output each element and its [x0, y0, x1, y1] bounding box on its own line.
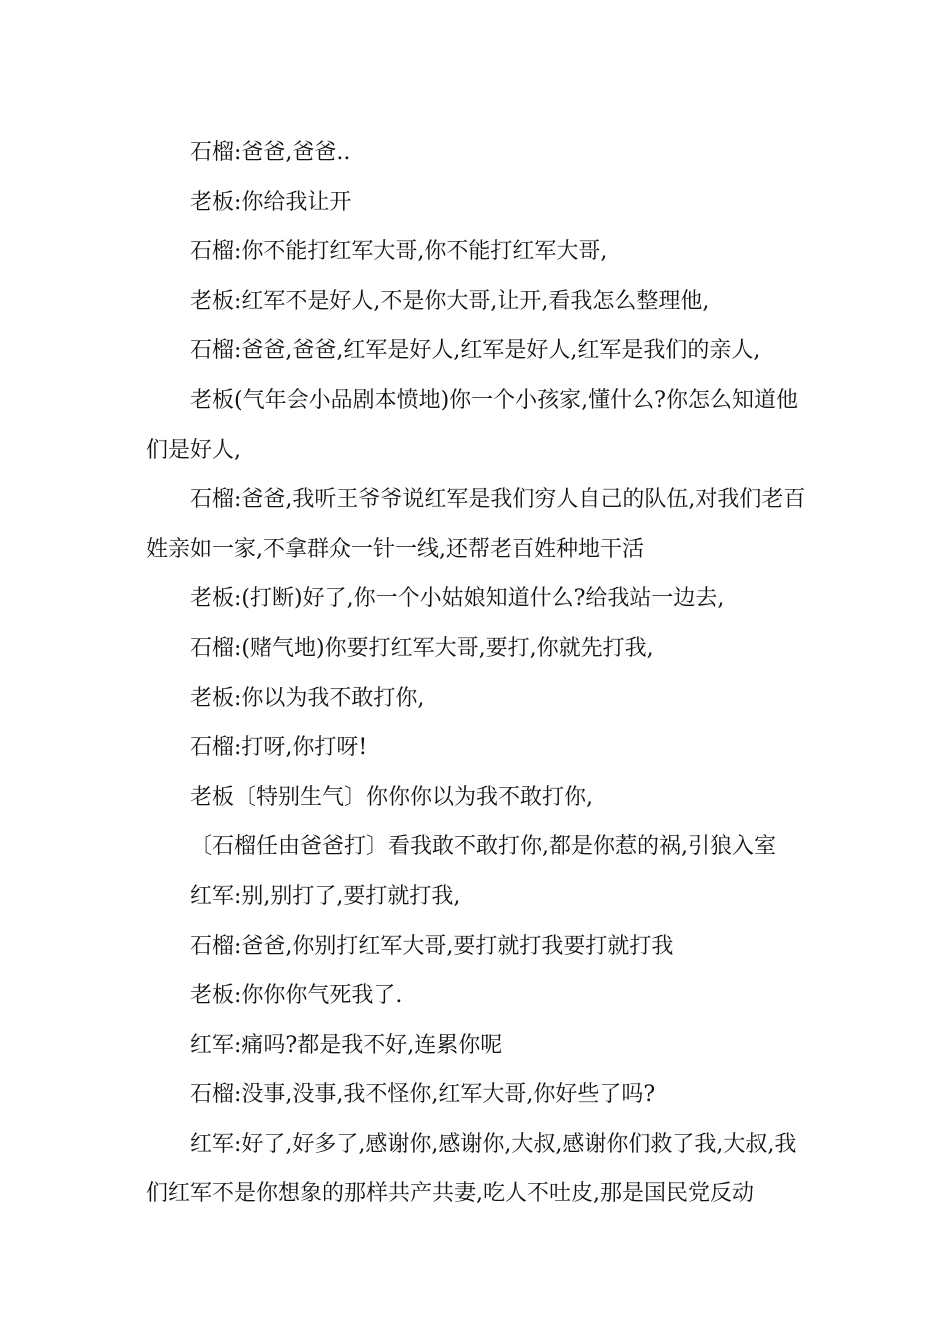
dialogue-line: 石榴:打呀,你打呀! [190, 735, 368, 761]
dialogue-line: 老板(气年会小品剧本愤地)你一个小孩家,懂什么?你怎么知道他们是好人, [146, 387, 798, 463]
dialogue-line: 老板:(打断)好了,你一个小姑娘知道什么?给我站一边去, [190, 586, 725, 612]
dialogue-line: 石榴:你不能打红军大哥,你不能打红军大哥, [190, 239, 608, 265]
dialogue-line: 老板:你你你气死我了. [190, 983, 403, 1009]
dialogue-line: 石榴:(赌气地)你要打红军大哥,要打,你就先打我, [190, 635, 654, 661]
dialogue-line: 红军:别,别打了,要打就打我, [190, 883, 461, 909]
dialogue-line: 石榴:爸爸,我听王爷爷说红军是我们穷人自己的队伍,对我们老百姓亲如一家,不拿群众一针一线,还帮老百姓种地干活 [146, 487, 806, 562]
dialogue-line: 石榴:没事,没事,我不怪你,红军大哥,你好些了吗? [190, 1082, 656, 1108]
script-text-body [146, 128, 816, 1219]
dialogue-line: 石榴:爸爸,爸爸.. [190, 140, 351, 165]
dialogue-line: 红军:痛吗?都是我不好,连累你呢 [190, 1032, 503, 1058]
dialogue-line: 石榴:爸爸,爸爸,红军是好人,红军是好人,红军是我们的亲人, [190, 338, 761, 364]
dialogue-line: 红军:好了,好多了,感谢你,感谢你,大叔,感谢你们救了我,大叔,我们红军不是你想象的那样共产共妻,吃人不吐皮,那是国民党反动 [146, 1131, 797, 1207]
dialogue-line: 老板:红军不是好人,不是你大哥,让开,看我怎么整理他, [190, 288, 710, 314]
dialogue-line: 老板:你给我让开 [190, 189, 352, 215]
dialogue-line: 石榴:爸爸,你别打红军大哥,要打就打我要打就打我 [190, 933, 674, 959]
dialogue-line: 老板:你以为我不敢打你, [190, 685, 425, 711]
dialogue-line: 老板〔特别生气〕你你你以为我不敢打你, [190, 784, 593, 810]
stage-direction-line: 〔石榴任由爸爸打〕看我敢不敢打你,都是你惹的祸,引狼入室 [190, 834, 776, 860]
